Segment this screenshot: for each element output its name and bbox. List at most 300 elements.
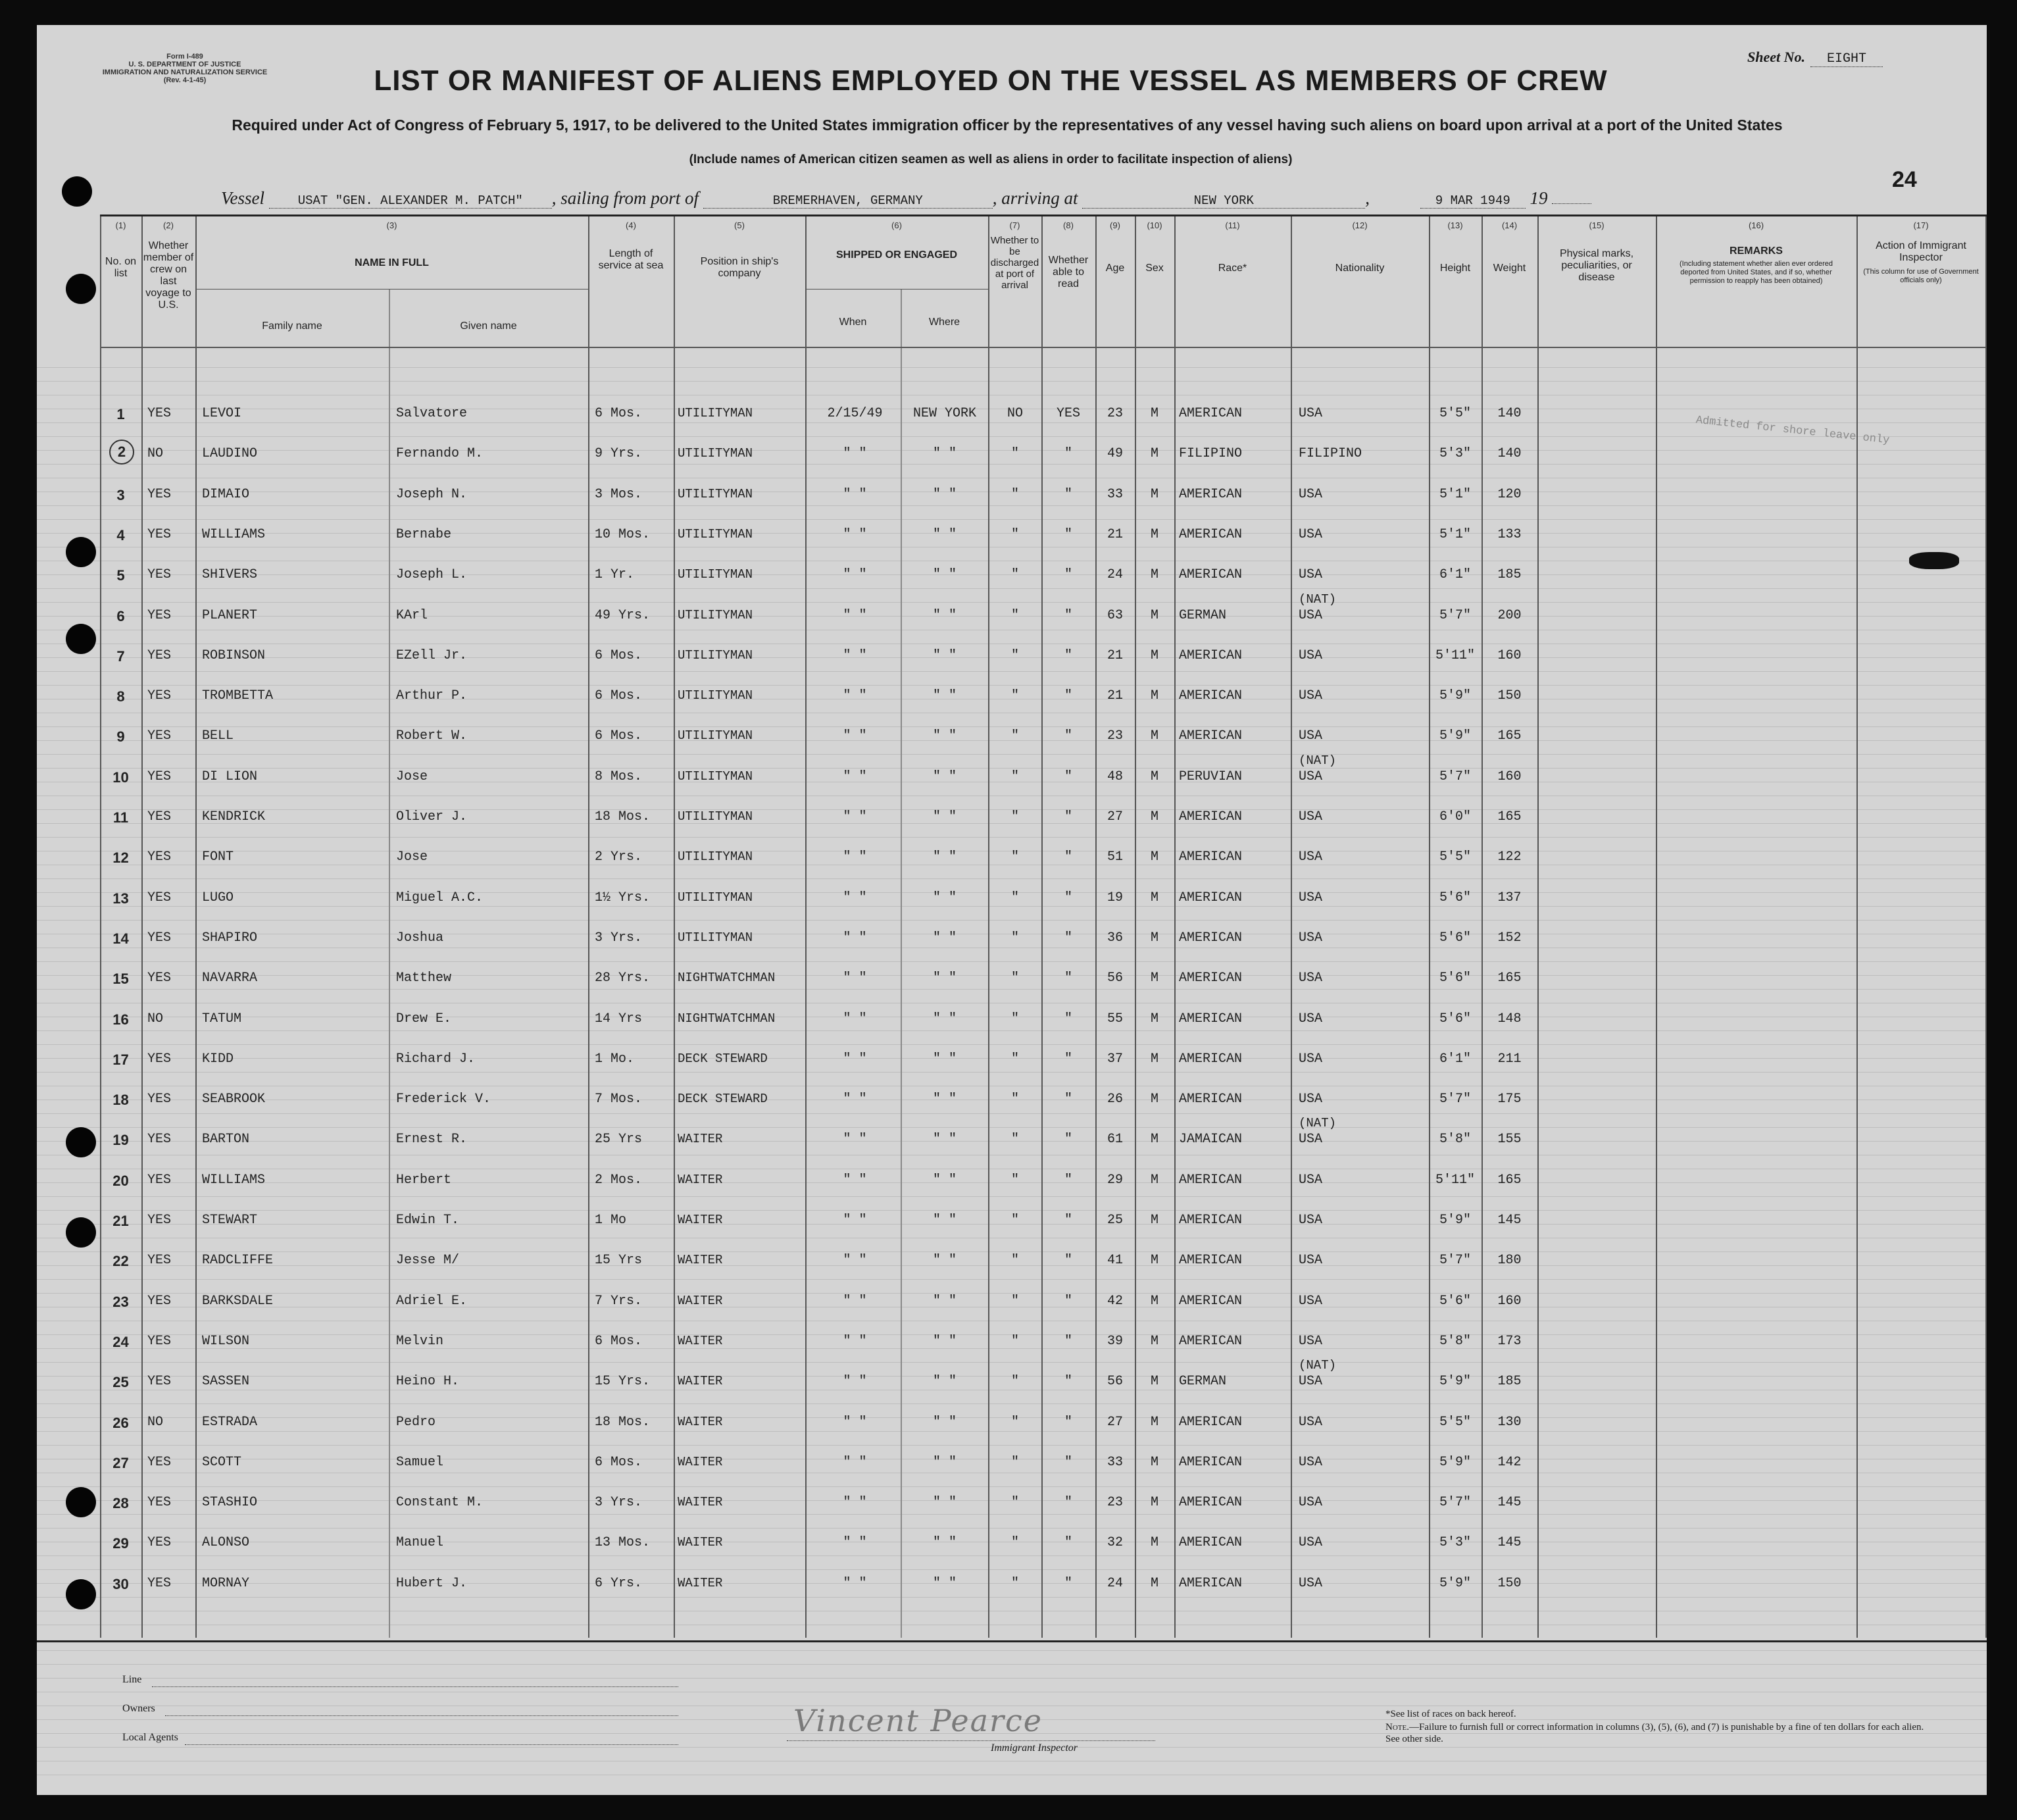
cell-age: 26 — [1107, 1092, 1123, 1107]
cell-sex: M — [1150, 1253, 1158, 1269]
cell-read: " — [1064, 1575, 1072, 1591]
cell-crew: YES — [147, 1454, 172, 1470]
sailing-port: BREMERHAVEN, GERMANY — [703, 193, 993, 209]
sailing-label: , sailing from port of — [551, 188, 699, 208]
cell-position: UTILITYMAN — [678, 647, 753, 663]
cell-sex: M — [1150, 486, 1158, 502]
cell-no: 27 — [112, 1454, 129, 1471]
cell-service: 1 Mo — [595, 1213, 627, 1228]
cell-when: " " — [843, 728, 867, 744]
cell-weight: 175 — [1497, 1092, 1522, 1107]
cell-given: Fernando M. — [396, 446, 484, 462]
cell-weight: 133 — [1497, 526, 1522, 542]
cell-position: WAITER — [678, 1213, 723, 1227]
cell-read: " — [1064, 1535, 1072, 1551]
cell-discharge: " — [1010, 769, 1019, 784]
cell-height: 5'9" — [1439, 1374, 1471, 1390]
cell-weight: 122 — [1497, 849, 1522, 865]
col7-header: Whether to be discharged at port of arrival — [990, 235, 1039, 291]
col12-header: Nationality — [1335, 263, 1385, 274]
cell-height: 6'1" — [1439, 567, 1471, 583]
cell-when: " " — [843, 526, 867, 542]
cell-given: Heino H. — [396, 1374, 460, 1390]
cell-family: LAUDINO — [202, 446, 258, 462]
voyage-line: Vessel USAT "GEN. ALEXANDER M. PATCH" , sailing from port of BREMERHAVEN, GERMANY , arriving at NEW YORK , 9 MAR 1949 19 — [221, 188, 1591, 209]
cell-position: WAITER — [678, 1132, 723, 1147]
cell-crew: YES — [147, 406, 172, 421]
cell-family: SHAPIRO — [202, 930, 258, 946]
inspector-signature: Vincent Pearce — [793, 1703, 1043, 1738]
table-row — [100, 842, 1987, 868]
cell-discharge: " — [1010, 688, 1019, 704]
cell-read: " — [1064, 1333, 1072, 1349]
cell-position: UTILITYMAN — [678, 567, 753, 582]
cell-sex: M — [1150, 1575, 1158, 1591]
cell-family: DIMAIO — [202, 486, 250, 502]
col5-number: (5) — [734, 220, 745, 230]
cell-where: " " — [932, 567, 957, 583]
cell-position: UTILITYMAN — [678, 406, 753, 420]
cell-crew: YES — [147, 930, 172, 946]
col8-number: (8) — [1063, 220, 1074, 230]
cell-family: STASHIO — [202, 1495, 258, 1511]
cell-no: 24 — [112, 1333, 129, 1350]
cell-given: Herbert — [396, 1172, 452, 1188]
cell-read: " — [1064, 971, 1072, 986]
cell-given: Manuel — [396, 1535, 444, 1551]
col12-number: (12) — [1352, 220, 1368, 230]
cell-height: 5'3" — [1439, 1535, 1471, 1551]
cell-read: " — [1064, 446, 1072, 462]
cell-nationality: USA — [1299, 1454, 1323, 1470]
cell-where: " " — [932, 809, 957, 824]
cell-given: Pedro — [396, 1414, 436, 1430]
cell-no: 10 — [112, 769, 129, 786]
cell-weight: 150 — [1497, 688, 1522, 704]
cell-age: 63 — [1107, 607, 1123, 623]
cell-no: 6 — [116, 607, 125, 624]
cell-service: 3 Mos. — [595, 486, 643, 502]
cell-position: DECK STEWARD — [678, 1051, 768, 1066]
cell-where: " " — [932, 1333, 957, 1349]
cell-nationality: USA — [1299, 769, 1323, 784]
cell-position: UTILITYMAN — [678, 688, 753, 703]
when-header: When — [839, 316, 867, 328]
cell-race: AMERICAN — [1179, 486, 1243, 502]
cell-sex: M — [1150, 1092, 1158, 1107]
cell-nationality: USA — [1299, 567, 1323, 583]
table-row — [100, 801, 1987, 828]
cell-height: 5'9" — [1439, 688, 1471, 704]
cell-discharge: " — [1010, 647, 1019, 663]
cell-when: " " — [843, 971, 867, 986]
col4-number: (4) — [626, 220, 636, 230]
table-row — [100, 1084, 1987, 1110]
cell-service: 6 Mos. — [595, 1333, 643, 1349]
cell-nationality: USA — [1299, 849, 1323, 865]
punch-hole — [62, 176, 92, 207]
cell-position: UTILITYMAN — [678, 446, 753, 461]
cell-age: 21 — [1107, 526, 1123, 542]
cell-read: " — [1064, 1495, 1072, 1511]
cell-age: 56 — [1107, 1374, 1123, 1390]
cell-when: " " — [843, 809, 867, 824]
note-text: —Failure to furnish full or correct information in columns (3), (5), (6), and (7) is punishable by a fine of ten dollars for each alien. See other side. — [1385, 1722, 1924, 1744]
punch-hole — [66, 1487, 96, 1517]
cell-family: KIDD — [202, 1051, 234, 1067]
cell-sex: M — [1150, 1454, 1158, 1470]
cell-crew: YES — [147, 971, 172, 986]
table-row — [100, 963, 1987, 989]
sheet-value: EIGHT — [1810, 51, 1883, 67]
cell-discharge: " — [1010, 1132, 1019, 1148]
cell-height: 5'8" — [1439, 1333, 1471, 1349]
table-row — [100, 1116, 1987, 1150]
subtitle-note: (Include names of American citizen seamen as well as aliens in order to facilitate inspection of aliens) — [689, 153, 1293, 166]
cell-given: Jose — [396, 849, 428, 865]
cell-crew: YES — [147, 1051, 172, 1067]
cell-nationality: USA — [1299, 971, 1323, 986]
cell-race: AMERICAN — [1179, 809, 1243, 824]
cell-family: SEABROOK — [202, 1092, 266, 1107]
cell-given: Miguel A.C. — [396, 890, 484, 905]
cell-discharge: " — [1010, 1293, 1019, 1309]
header-subrule — [805, 289, 988, 290]
cell-discharge: " — [1010, 809, 1019, 824]
cell-height: 5'7" — [1439, 1495, 1471, 1511]
col7-number: (7) — [1009, 220, 1020, 230]
cell-height: 5'7" — [1439, 1092, 1471, 1107]
cell-given: Oliver J. — [396, 809, 468, 824]
cell-given: Jose — [396, 769, 428, 784]
cell-height: 5'7" — [1439, 769, 1471, 784]
col13-header: Height — [1439, 263, 1471, 274]
table-row — [100, 1003, 1987, 1030]
line-field — [152, 1686, 678, 1687]
cell-weight: 165 — [1497, 809, 1522, 824]
cell-family: ESTRADA — [202, 1414, 258, 1430]
cell-crew: NO — [147, 1011, 164, 1026]
cell-no: 26 — [112, 1414, 129, 1431]
cell-family: BARKSDALE — [202, 1293, 274, 1309]
cell-service: 2 Yrs. — [595, 849, 643, 865]
cell-position: UTILITYMAN — [678, 809, 753, 824]
cell-family: LEVOI — [202, 406, 242, 421]
cell-sex: M — [1150, 1132, 1158, 1148]
cell-age: 37 — [1107, 1051, 1123, 1067]
cell-crew: YES — [147, 890, 172, 905]
cell-given: Bernabe — [396, 526, 452, 542]
cell-read: " — [1064, 1253, 1072, 1269]
cell-weight: 145 — [1497, 1535, 1522, 1551]
table-row — [100, 559, 1987, 586]
cell-no: 30 — [112, 1575, 129, 1592]
table-row — [100, 1044, 1987, 1070]
cell-given: Richard J. — [396, 1051, 476, 1067]
cell-age: 39 — [1107, 1333, 1123, 1349]
cell-when: " " — [843, 1333, 867, 1349]
cell-when: " " — [843, 1535, 867, 1551]
cell-sex: M — [1150, 688, 1158, 704]
cell-sex: M — [1150, 930, 1158, 946]
line-label: Line — [122, 1674, 142, 1685]
punch-hole — [66, 1127, 96, 1157]
cell-where: " " — [932, 1253, 957, 1269]
cell-sex: M — [1150, 446, 1158, 462]
cell-discharge: " — [1010, 930, 1019, 946]
cell-sex: M — [1150, 849, 1158, 865]
header-subrule — [195, 289, 588, 290]
owners-field — [165, 1715, 678, 1716]
cell-given: KArl — [396, 607, 428, 623]
cell-where: " " — [932, 1132, 957, 1148]
cell-where: " " — [932, 486, 957, 502]
cell-nationality: USA — [1299, 930, 1323, 946]
cell-race: AMERICAN — [1179, 567, 1243, 583]
cell-when: " " — [843, 1454, 867, 1470]
cell-no: 29 — [112, 1535, 129, 1552]
col17-number: (17) — [1913, 220, 1929, 230]
cell-height: 5'1" — [1439, 486, 1471, 502]
cell-height: 5'9" — [1439, 1454, 1471, 1470]
cell-service: 49 Yrs. — [595, 607, 651, 623]
cell-race: AMERICAN — [1179, 849, 1243, 865]
cell-discharge: " — [1010, 1213, 1019, 1228]
cell-given: Edwin T. — [396, 1213, 460, 1228]
col15-number: (15) — [1589, 220, 1605, 230]
cell-position: UTILITYMAN — [678, 849, 753, 865]
arriving-label: , arriving at — [992, 188, 1078, 208]
cell-crew: YES — [147, 688, 172, 704]
cell-service: 15 Yrs. — [595, 1374, 651, 1390]
cell-position: WAITER — [678, 1535, 723, 1550]
cell-discharge: NO — [1007, 406, 1023, 421]
cell-crew: YES — [147, 1213, 172, 1228]
cell-age: 23 — [1107, 728, 1123, 744]
cell-no: 18 — [112, 1092, 129, 1109]
cell-crew: YES — [147, 809, 172, 824]
cell-nationality: USA — [1299, 728, 1323, 744]
cell-service: 13 Mos. — [595, 1535, 651, 1551]
cell-discharge: " — [1010, 526, 1019, 542]
cell-given: Robert W. — [396, 728, 468, 744]
cell-sex: M — [1150, 567, 1158, 583]
cell-service: 15 Yrs — [595, 1253, 643, 1269]
cell-service: 3 Yrs. — [595, 1495, 643, 1511]
cell-sex: M — [1150, 1535, 1158, 1551]
cell-age: 19 — [1107, 890, 1123, 905]
cell-when: " " — [843, 1374, 867, 1390]
table-row — [100, 1447, 1987, 1473]
cell-given: Salvatore — [396, 406, 468, 421]
cell-race: AMERICAN — [1179, 526, 1243, 542]
cell-given: Arthur P. — [396, 688, 468, 704]
cell-position: DECK STEWARD — [678, 1092, 768, 1107]
cell-height: 5'6" — [1439, 1011, 1471, 1026]
cell-read: " — [1064, 526, 1072, 542]
punch-hole — [66, 1579, 96, 1609]
cell-discharge: " — [1010, 1414, 1019, 1430]
cell-read: " — [1064, 1051, 1072, 1067]
col13-number: (13) — [1447, 220, 1463, 230]
cell-family: KENDRICK — [202, 809, 266, 824]
col16-number: (16) — [1748, 220, 1764, 230]
cell-nat-note: (NAT) — [1299, 1116, 1337, 1131]
cell-race: AMERICAN — [1179, 1333, 1243, 1349]
cell-height: 5'3" — [1439, 446, 1471, 462]
cell-service: 10 Mos. — [595, 526, 651, 542]
cell-service: 7 Yrs. — [595, 1293, 643, 1309]
cell-family: ALONSO — [202, 1535, 250, 1551]
cell-age: 41 — [1107, 1253, 1123, 1269]
cell-sex: M — [1150, 728, 1158, 744]
cell-height: 5'6" — [1439, 890, 1471, 905]
punch-hole — [66, 537, 96, 567]
cell-no: 20 — [112, 1172, 129, 1189]
cell-where: " " — [932, 1092, 957, 1107]
cell-given: Matthew — [396, 971, 452, 986]
col3-number: (3) — [386, 220, 397, 230]
table-row — [100, 882, 1987, 909]
cell-sex: M — [1150, 1495, 1158, 1511]
cell-weight: 185 — [1497, 567, 1522, 583]
cell-discharge: " — [1010, 1092, 1019, 1107]
col17-subheader: (This column for use of Government officials only) — [1863, 268, 1979, 284]
cell-height: 5'6" — [1439, 930, 1471, 946]
table-row — [100, 923, 1987, 949]
cell-given: Drew E. — [396, 1011, 452, 1026]
sheet-label: Sheet No. — [1747, 49, 1805, 65]
col4-header: Length of service at sea — [598, 248, 664, 271]
cell-sex: M — [1150, 1051, 1158, 1067]
cell-sex: M — [1150, 1172, 1158, 1188]
cell-family: WILLIAMS — [202, 1172, 266, 1188]
cell-nationality: USA — [1299, 1535, 1323, 1551]
cell-age: 48 — [1107, 769, 1123, 784]
cell-where: " " — [932, 1011, 957, 1026]
cell-height: 5'5" — [1439, 406, 1471, 421]
cell-nationality: USA — [1299, 1575, 1323, 1591]
cell-age: 42 — [1107, 1293, 1123, 1309]
cell-weight: 145 — [1497, 1495, 1522, 1511]
cell-given: Ernest R. — [396, 1132, 468, 1148]
cell-service: 9 Yrs. — [595, 446, 643, 462]
cell-weight: 160 — [1497, 647, 1522, 663]
cell-weight: 173 — [1497, 1333, 1522, 1349]
page-number: 24 — [1892, 167, 1917, 192]
table-row — [100, 1358, 1987, 1392]
arrival-date: 9 MAR 1949 — [1420, 193, 1526, 209]
cell-age: 21 — [1107, 688, 1123, 704]
cell-family: BELL — [202, 728, 234, 744]
table-row — [100, 438, 1987, 465]
cell-position: UTILITYMAN — [678, 486, 753, 501]
cell-where: NEW YORK — [912, 406, 976, 421]
cell-height: 5'1" — [1439, 526, 1471, 542]
cell-discharge: " — [1010, 728, 1019, 744]
cell-given: Constant M. — [396, 1495, 484, 1511]
cell-no: 11 — [112, 809, 129, 826]
cell-height: 5'6" — [1439, 1293, 1471, 1309]
service-name: IMMIGRATION AND NATURALIZATION SERVICE — [102, 68, 268, 76]
cell-no: 22 — [112, 1253, 129, 1270]
cell-where: " " — [932, 607, 957, 623]
cell-height: 5'9" — [1439, 1575, 1471, 1591]
cell-discharge: " — [1010, 1172, 1019, 1188]
table-row — [100, 640, 1987, 667]
cell-read: " — [1064, 728, 1072, 744]
table-row — [100, 1326, 1987, 1352]
cell-race: AMERICAN — [1179, 1414, 1243, 1430]
cell-when: " " — [843, 486, 867, 502]
cell-read: " — [1064, 809, 1072, 824]
vessel-name: USAT "GEN. ALEXANDER M. PATCH" — [269, 193, 552, 209]
cell-age: 23 — [1107, 1495, 1123, 1511]
cell-weight: 120 — [1497, 486, 1522, 502]
cell-discharge: " — [1010, 1454, 1019, 1470]
cell-read: YES — [1056, 406, 1080, 421]
cell-family: SASSEN — [202, 1374, 250, 1390]
cell-where: " " — [932, 1172, 957, 1188]
arrival-port: NEW YORK — [1082, 193, 1365, 209]
cell-family: NAVARRA — [202, 971, 258, 986]
cell-nationality: USA — [1299, 486, 1323, 502]
cell-crew: YES — [147, 1172, 172, 1188]
cell-age: 24 — [1107, 1575, 1123, 1591]
cell-nat-note: (NAT) — [1299, 1358, 1337, 1373]
cell-age: 33 — [1107, 1454, 1123, 1470]
cell-discharge: " — [1010, 486, 1019, 502]
cell-position: WAITER — [678, 1172, 723, 1187]
header-rule — [100, 347, 1987, 348]
cell-nationality: USA — [1299, 1051, 1323, 1067]
table-row — [100, 720, 1987, 747]
cell-nationality: USA — [1299, 809, 1323, 824]
cell-read: " — [1064, 1293, 1072, 1309]
cell-read: " — [1064, 1172, 1072, 1188]
cell-service: 1 Mo. — [595, 1051, 635, 1067]
cell-position: NIGHTWATCHMAN — [678, 971, 776, 986]
cell-family: DI LION — [202, 769, 258, 784]
cell-sex: M — [1150, 1213, 1158, 1228]
cell-service: 18 Mos. — [595, 809, 651, 824]
cell-weight: 140 — [1497, 406, 1522, 421]
cell-family: ROBINSON — [202, 647, 266, 663]
cell-crew: YES — [147, 1535, 172, 1551]
table-row — [100, 1407, 1987, 1433]
cell-discharge: " — [1010, 1051, 1019, 1067]
cell-service: 6 Mos. — [595, 728, 643, 744]
cell-discharge: " — [1010, 1253, 1019, 1269]
cell-service: 6 Mos. — [595, 688, 643, 704]
cell-read: " — [1064, 567, 1072, 583]
cell-nationality: USA — [1299, 1414, 1323, 1430]
remarks-stamp: Admitted for shore leave only — [1695, 414, 1891, 447]
cell-nationality: USA — [1299, 1495, 1323, 1511]
cell-race: AMERICAN — [1179, 647, 1243, 663]
cell-nationality: USA — [1299, 1132, 1323, 1148]
cell-crew: YES — [147, 1132, 172, 1148]
cell-read: " — [1064, 769, 1072, 784]
crew-table — [100, 215, 1987, 1638]
cell-nat-note: (NAT) — [1299, 753, 1337, 768]
cell-no: 2 — [109, 440, 134, 465]
cell-race: AMERICAN — [1179, 1495, 1243, 1511]
cell-no: 16 — [112, 1011, 129, 1028]
cell-where: " " — [932, 1293, 957, 1309]
cell-discharge: " — [1010, 849, 1019, 865]
cell-sex: M — [1150, 406, 1158, 421]
